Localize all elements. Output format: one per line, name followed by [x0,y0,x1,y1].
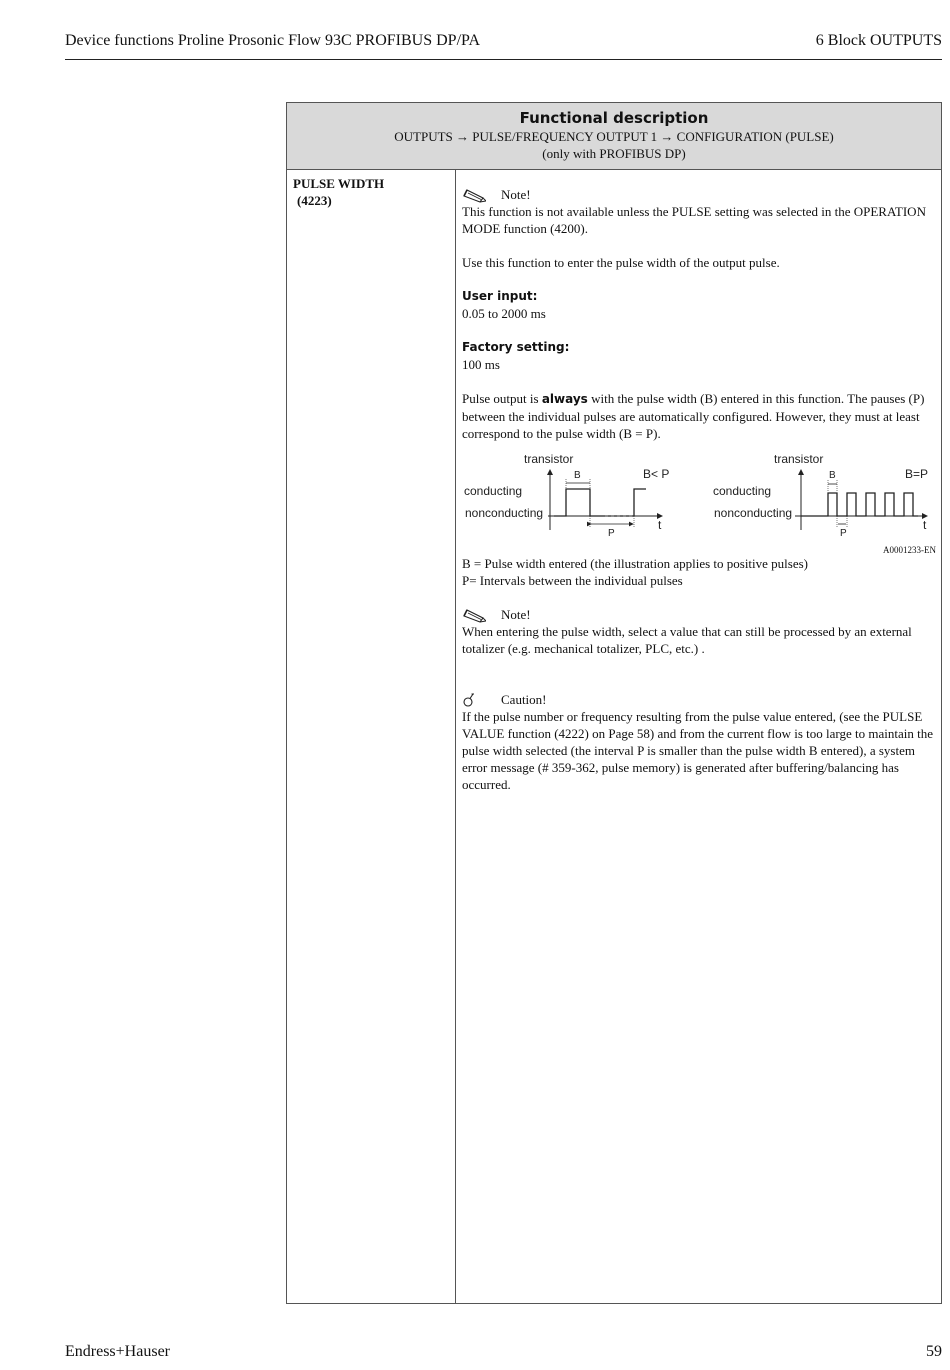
diagram-left-conducting: conducting [464,484,523,498]
legend-p: P= Intervals between the individual pulses [462,573,683,588]
caution-icon [462,692,476,708]
note1-text: This function is not available unless the PULSE setting was selected in the OPERATION MODE function (4200). [462,204,926,236]
pulse-text-bold: always [541,392,588,406]
factory-setting-value: 100 ms [462,357,500,372]
diagram-right-pulse-train [801,493,918,516]
note1-heading [462,186,937,203]
diagram-left-p-label: P [608,528,615,539]
page-number: 59 [926,1343,942,1360]
pulse-text-b: with the pulse width (B) entered in this function. The pauses (P) between the individual pulses are automatically configured. However, they must at least correspond to the pulse width (B = P). [462,391,925,441]
diagram-right-nonconducting: nonconducting [714,506,793,520]
legend-b: B = Pulse width entered (the illustration applies to positive pulses) [462,556,809,571]
diagram-left [464,452,669,539]
diagram-right-transistor: transistor [774,452,824,466]
pulse-description [462,390,937,442]
note2-label: Note! [501,607,531,622]
diagram-left-next-pulse [634,489,646,516]
header-section: 6 Block OUTPUTS [815,32,942,49]
note1-label: Note! [501,187,531,202]
pulse-width-diagram [462,450,942,555]
pencil-note-icon [462,607,486,623]
user-input-value: 0.05 to 2000 ms [462,306,546,321]
function-name: PULSE WIDTH [293,176,385,191]
user-input-label: User input: [462,289,538,303]
note2-heading [462,606,937,623]
function-name-cell [293,175,384,209]
column-divider [455,170,456,1303]
factory-setting-label: Factory setting: [462,340,570,354]
header-title: Device functions Proline Prosonic Flow 93C PROFIBUS DP/PA [65,32,480,49]
function-table [286,102,942,1304]
menu-path: OUTPUTS → PULSE/FREQUENCY OUTPUT 1 → CONFIGURATION (PULSE) [394,129,834,144]
table-title: Functional description [519,109,709,127]
footer-brand: Endress+Hauser [65,1343,170,1360]
diagram-right [713,452,928,539]
diagram-left-transistor: transistor [524,452,574,466]
header-rule [65,59,942,60]
diagram-left-condition: B< P [643,467,670,481]
function-code: (4223) [297,193,332,208]
table-header [287,103,941,170]
diagram-right-b-label: B [829,470,836,481]
diagram-right-condition: B=P [905,467,929,481]
diagram-left-b-label: B [574,470,581,481]
pulse-text-a: Pulse output is [462,391,542,406]
caution-label: Caution! [501,692,547,707]
intro-text: Use this function to enter the pulse width of the output pulse. [462,255,780,270]
caution-text: If the pulse number or frequency resulting from the pulse value entered, (see the PULSE VALUE function (4222) on Page 58) and from the current flow is too large to maintain the pulse width selected (the interval P is smaller than the pulse width B entered), a system error message (# 359-362, pulse memory) is generated after buffering/balancing has occurred. [462,709,934,792]
function-description [462,186,937,793]
figure-code: A0001233-EN [883,545,936,555]
diagram-left-t-label: t [658,518,662,532]
note2-text: When entering the pulse width, select a value that can still be processed by an external totalizer (e.g. mechanical totalizer, PLC, etc.) . [462,624,912,656]
diagram-left-pulse [554,489,602,516]
diagram-left-nonconducting: nonconducting [465,506,544,520]
diagram-right-t-label: t [923,518,927,532]
diagram-right-conducting: conducting [713,484,772,498]
table-subtitle: (only with PROFIBUS DP) [542,146,686,161]
pencil-note-icon [462,187,486,203]
diagram-right-p-label: P [840,528,847,539]
caution-heading [462,691,937,708]
